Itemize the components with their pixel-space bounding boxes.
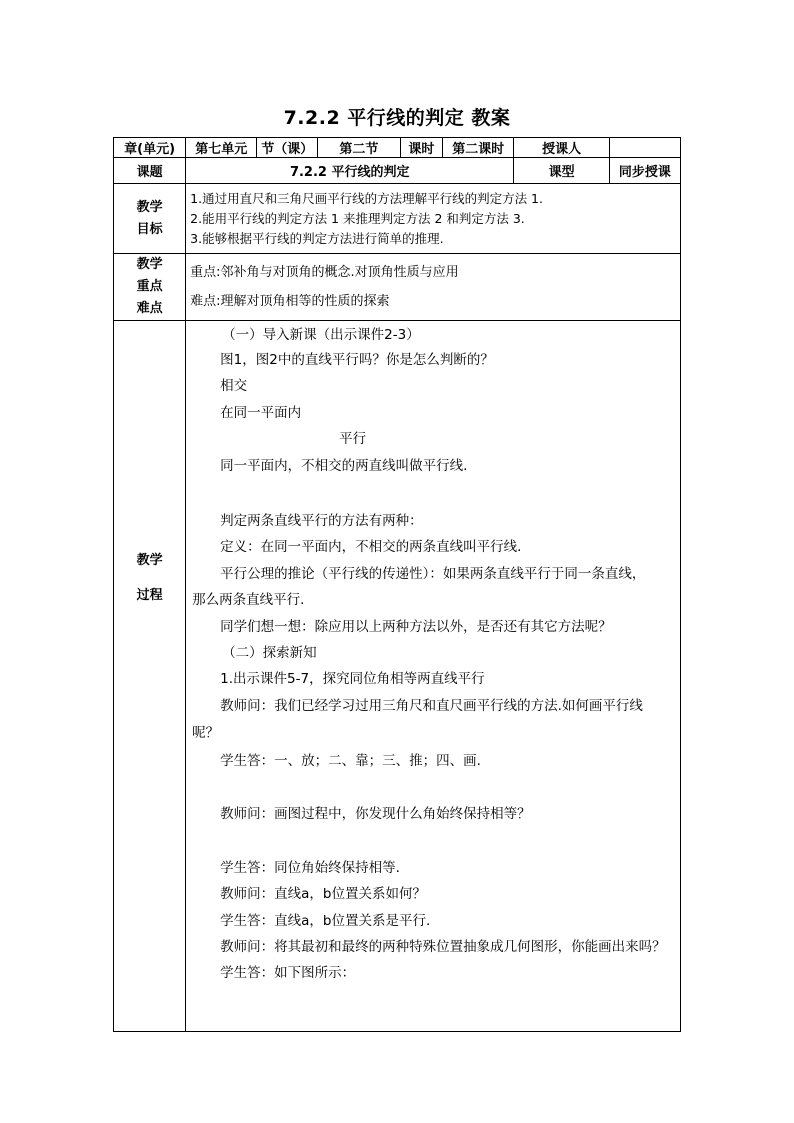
topic-row [114,158,681,184]
process-line: （一）导入新课（出示课件2-3） [222,327,420,343]
process-line: 教师问：画图过程中，你发现什么角始终保持相等？ [220,806,531,822]
teacher-label: 授课人 [514,138,610,158]
key-point-text: 重点:邻补角与对顶角的概念.对顶角性质与应用 [190,265,459,280]
goals-label: 教学 目标 [114,184,186,254]
process-line: 相交 [220,378,248,394]
process-line: 定义：在同一平面内，不相交的两条直线叫平行线. [220,539,522,555]
process-line: 同一平面内，不相交的两直线叫做平行线. [220,458,468,474]
goal-item: 3.能够根据平行线的判定方法进行简单的推理. [190,230,444,246]
difficulty-text: 难点:理解对顶角相等的性质的探索 [190,294,390,309]
process-line: 呢？ [192,725,220,741]
topic-label: 课题 [114,158,186,184]
process-line: （二）探索新知 [222,645,317,661]
process-line: 1.出示课件5-7，探究同位角相等两直线平行 [220,671,485,687]
process-label: 教学 过程 [114,321,186,1032]
type-value: 同步授课 [609,158,680,184]
process-row [114,321,681,1032]
process-line: 学生答：一、放；二、靠；三、推；四、画. [220,753,481,769]
goal-item: 1.通过用直尺和三角尺画平行线的方法理解平行线的判定方法 1. [190,190,543,206]
process-line: 在同一平面内 [220,405,302,421]
teacher-value [609,138,680,158]
document-title: 7.2.2 平行线的判定 教案 [283,107,511,129]
goals-row [114,184,681,254]
process-line: 教师问：将其最初和最终的两种特殊位置抽象成几何图形，你能画出来吗？ [220,939,666,955]
lesson-plan-table [113,137,681,1032]
process-line: 图1，图2中的直线平行吗？你是怎么判断的？ [220,352,494,368]
key-points-row [114,254,681,321]
chapter-label: 章(单元) [114,138,186,158]
section-value: 第二节 [318,138,400,158]
period-label: 课时 [400,138,443,158]
chapter-value: 第七单元 [186,138,257,158]
header-row [114,138,681,158]
process-content [186,321,681,1032]
process-line: 学生答：如下图所示： [220,965,356,981]
period-value: 第二课时 [443,138,514,158]
process-line: 学生答：同位角始终保持相等. [220,860,400,876]
goal-item: 2.能用平行线的判定方法 1 来推理判定方法 2 和判定方法 3. [190,210,525,226]
process-line: 判定两条直线平行的方法有两种： [220,513,423,529]
process-line: 学生答：直线a，b位置关系是平行. [220,913,431,929]
goals-content [186,184,681,254]
key-points-content [186,254,681,321]
process-line: 教师问：我们已经学习过用三角尺和直尺画平行线的方法.如何画平行线 [220,698,643,714]
process-line: 那么两条直线平行. [192,592,305,608]
process-line: 同学们想一想：除应用以上两种方法以外，是否还有其它方法呢？ [220,619,612,635]
topic-value: 7.2.2 平行线的判定 [186,158,514,184]
process-line: 平行 [339,431,367,447]
process-line: 平行公理的推论（平行线的传递性）：如果两条直线平行于同一条直线， [220,566,646,582]
key-points-label: 教学 重点 难点 [114,254,186,321]
section-label: 节（课） [257,138,318,158]
type-label: 课型 [514,158,610,184]
process-line: 教师问：直线a，b位置关系如何？ [220,886,426,902]
